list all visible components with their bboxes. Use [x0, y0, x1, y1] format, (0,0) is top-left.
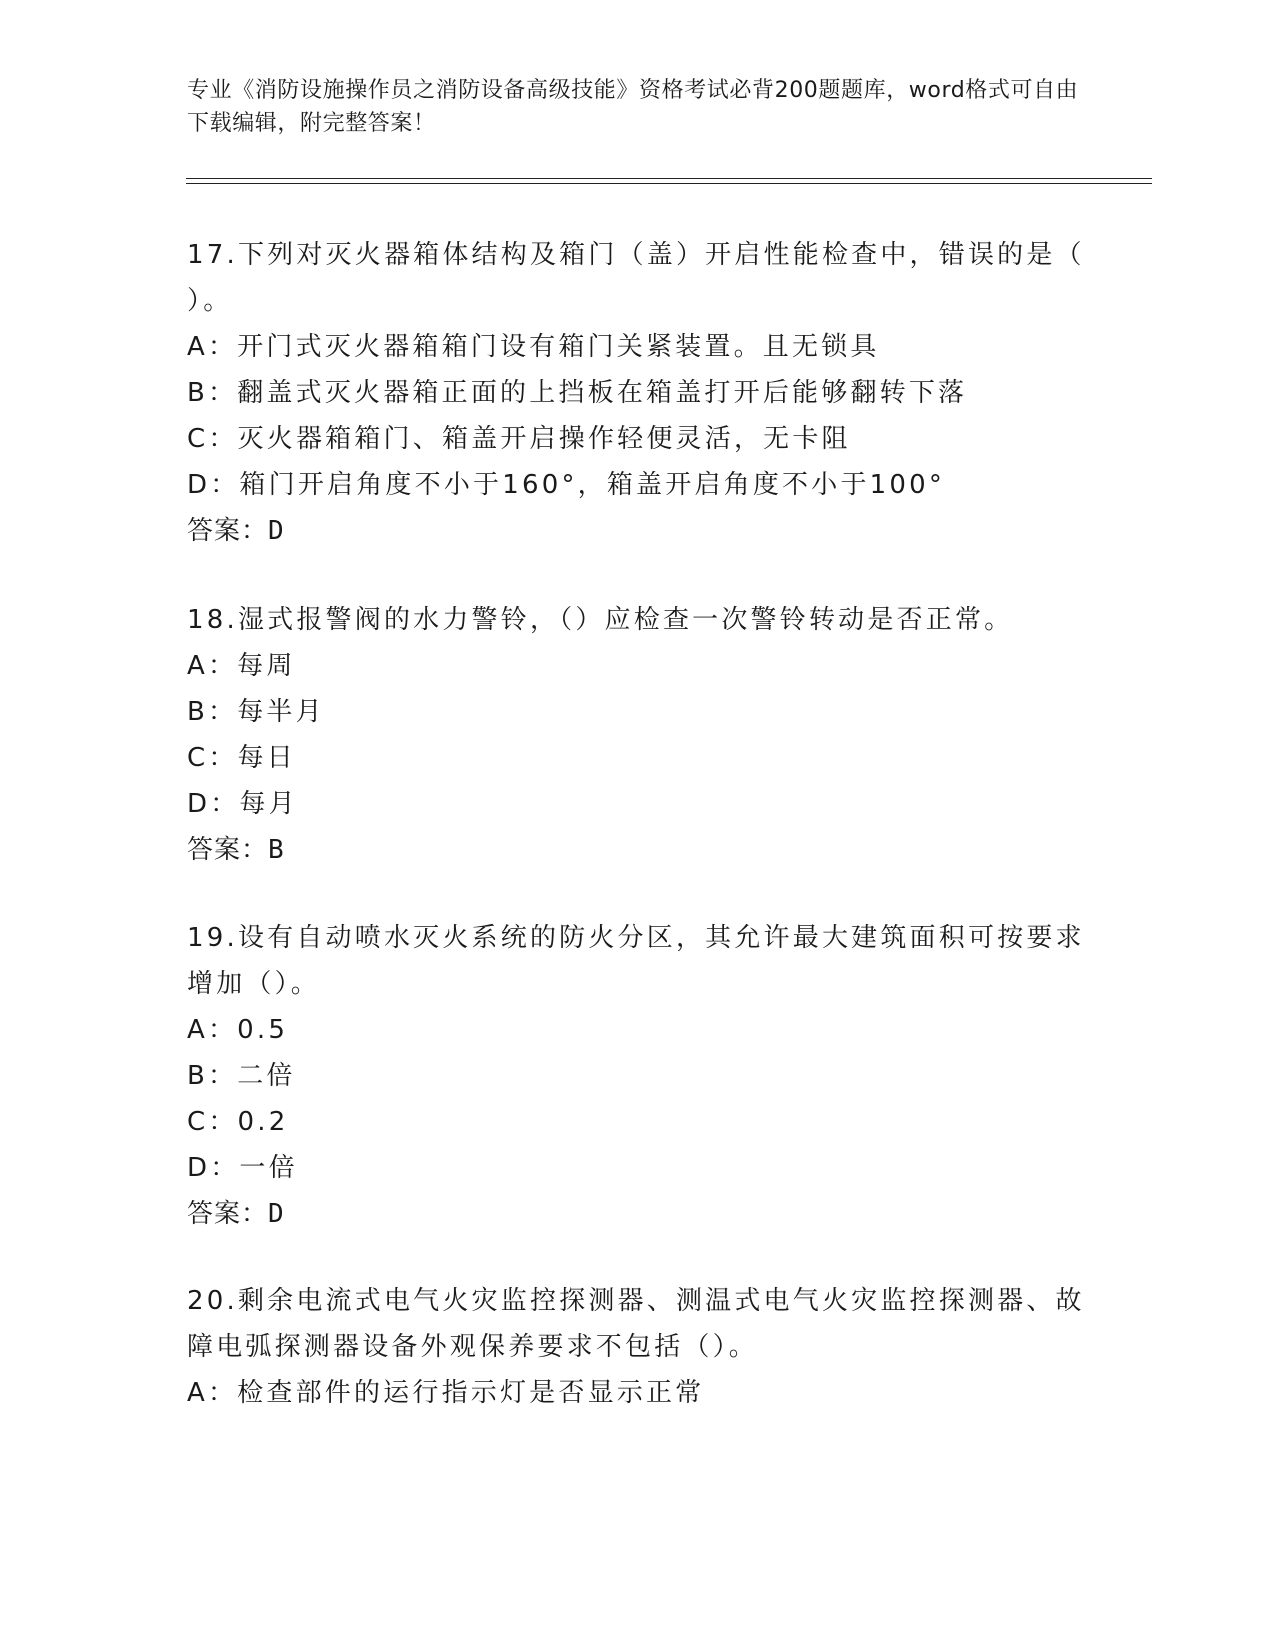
option-c: C：每日 [187, 743, 296, 773]
header-text: 专业《消防设施操作员之消防设备高级技能》资格考试必背200题题库，word格式可自由下载编辑，附完整答案！ [187, 78, 1079, 136]
answer-value: D [268, 516, 285, 546]
answer-value: B [268, 835, 285, 865]
question-stem: 19.设有自动喷水灭火系统的防火分区，其允许最大建筑面积可按要求增加（）。 [187, 923, 1085, 999]
answer-label: 答案： [187, 516, 269, 546]
option-b: B：每半月 [187, 697, 325, 727]
header-divider-top [186, 178, 1152, 179]
answer-label: 答案： [187, 1199, 269, 1229]
option-d: D：箱门开启角度不小于160°，箱盖开启角度不小于100° [187, 470, 946, 500]
option-a: A：检查部件的运行指示灯是否显示正常 [187, 1378, 705, 1408]
option-a: A：0.5 [187, 1015, 289, 1045]
option-a: A：开门式灭火器箱箱门设有箱门关紧装置。且无锁具 [187, 332, 880, 362]
answer-line [187, 508, 1087, 554]
option-c: C：0.2 [187, 1107, 289, 1137]
answer-label: 答案： [187, 835, 269, 865]
answer-line [187, 1191, 1087, 1237]
answer-line [187, 827, 1087, 873]
document-header [187, 74, 1087, 140]
option-d: D：每月 [187, 789, 298, 819]
question-stem: 20.剩余电流式电气火灾监控探测器、测温式电气火灾监控探测器、故障电弧探测器设备外观保养要求不包括（）。 [187, 1286, 1085, 1362]
question-17 [187, 232, 1087, 554]
header-divider-bottom [186, 183, 1152, 184]
question-18 [187, 597, 1087, 873]
question-20 [187, 1278, 1087, 1416]
question-19 [187, 915, 1087, 1237]
option-b: B：翻盖式灭火器箱正面的上挡板在箱盖打开后能够翻转下落 [187, 378, 968, 408]
question-stem: 18.湿式报警阀的水力警铃，（）应检查一次警铃转动是否正常。 [187, 605, 1014, 635]
option-a: A：每周 [187, 651, 296, 681]
option-c: C：灭火器箱箱门、箱盖开启操作轻便灵活，无卡阻 [187, 424, 851, 454]
option-d: D：一倍 [187, 1153, 298, 1183]
answer-value: D [268, 1199, 285, 1229]
question-stem: 17.下列对灭火器箱体结构及箱门（盖）开启性能检查中，错误的是（ ）。 [187, 240, 1085, 316]
option-b: B：二倍 [187, 1061, 296, 1091]
